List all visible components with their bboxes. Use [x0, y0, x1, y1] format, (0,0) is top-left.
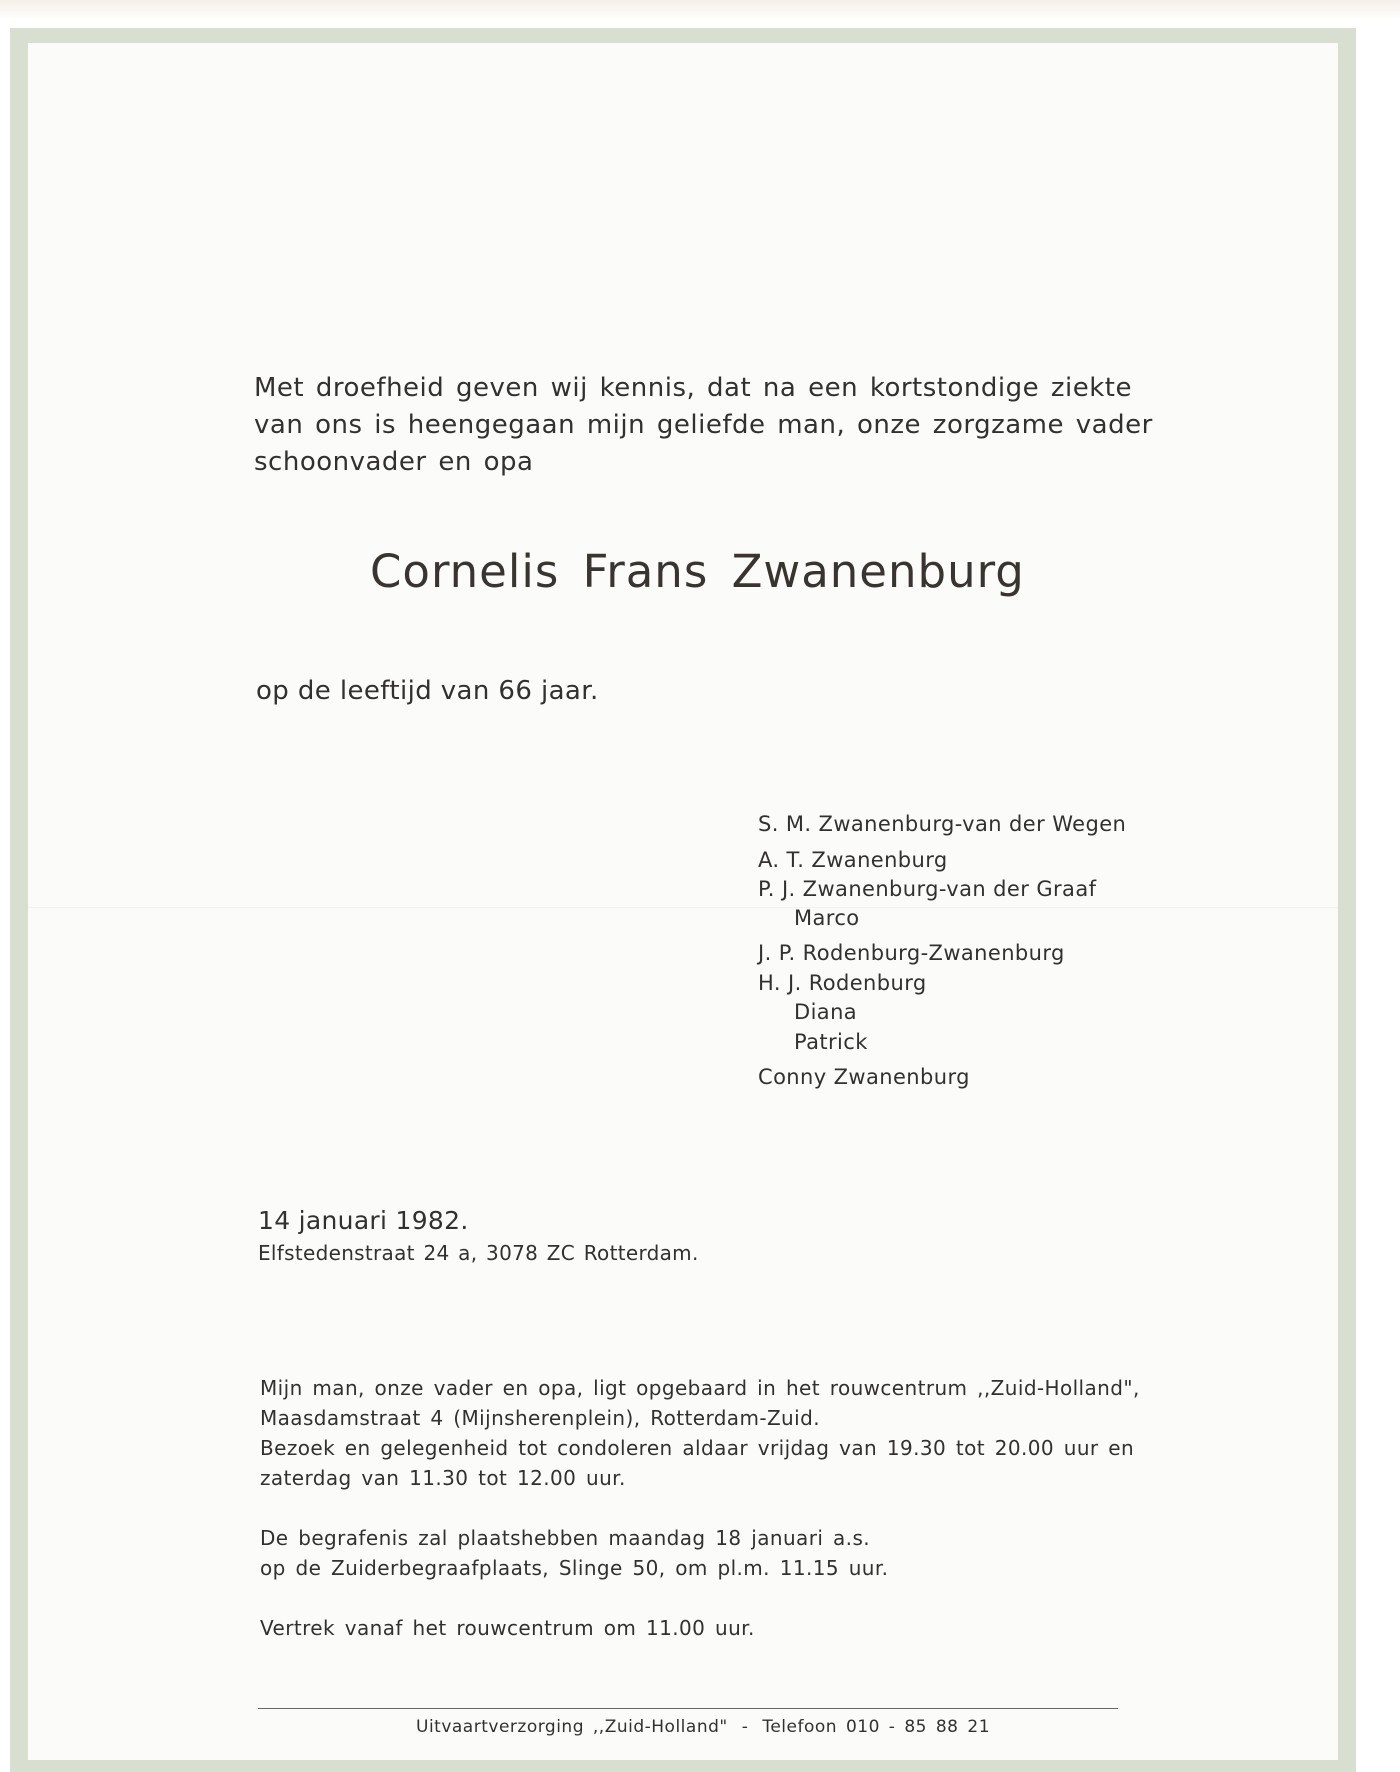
funeral-paragraph: [260, 1523, 1140, 1583]
family-member: S. M. Zwanenburg-van der Wegen: [758, 812, 1127, 836]
family-member: Diana: [794, 1000, 858, 1024]
intro-line: van ons is heengegaan mijn geliefde man, onze zorgzame vader: [254, 410, 1153, 440]
viewing-line: Mijn man, onze vader en opa, ligt opgebaard in het rouwcentrum ,,Zuid-Holland",: [260, 1376, 1140, 1400]
footer-separator: -: [741, 1717, 749, 1737]
family-member: Marco: [794, 906, 860, 930]
funeral-line: op de Zuiderbegraafplaats, Slinge 50, om pl.m. 11.15 uur.: [260, 1556, 889, 1580]
date: 14 januari 1982.: [258, 1206, 469, 1235]
fold-line: [28, 907, 1338, 909]
details-section: [260, 1373, 1140, 1643]
intro-paragraph: [254, 370, 1153, 481]
family-member: Conny Zwanenburg: [758, 1065, 970, 1089]
viewing-line: Maasdamstraat 4 (Mijnsherenplein), Rotterdam-Zuid.: [260, 1406, 820, 1430]
age-text: op de leeftijd van 66 jaar.: [256, 676, 599, 706]
departure-paragraph: [260, 1613, 1140, 1643]
footer: [416, 1717, 990, 1737]
scan-edge: [0, 0, 1400, 20]
funeral-line: De begrafenis zal plaatshebben maandag 18 januari a.s.: [260, 1526, 871, 1550]
intro-line: Met droefheid geven wij kennis, dat na een kortstondige ziekte: [254, 373, 1132, 403]
intro-line: schoonvader en opa: [254, 447, 534, 477]
viewing-line: Bezoek en gelegenheid tot condoleren aldaar vrijdag van 19.30 tot 20.00 uur en: [260, 1436, 1135, 1460]
footer-rule: [258, 1708, 1118, 1709]
viewing-paragraph: [260, 1373, 1140, 1493]
funeral-company: Uitvaartverzorging ,,Zuid-Holland": [416, 1717, 728, 1737]
family-member: J. P. Rodenburg-Zwanenburg: [758, 941, 1065, 965]
family-member: Patrick: [794, 1030, 868, 1054]
deceased-name: Cornelis Frans Zwanenburg: [370, 545, 1025, 598]
family-member: A. T. Zwanenburg: [758, 848, 948, 872]
phone-number: Telefoon 010 - 85 88 21: [762, 1717, 991, 1737]
viewing-line: zaterdag van 11.30 tot 12.00 uur.: [260, 1466, 626, 1490]
family-member: H. J. Rodenburg: [758, 971, 927, 995]
family-member: P. J. Zwanenburg-van der Graaf: [758, 877, 1097, 901]
address: Elfstedenstraat 24 a, 3078 ZC Rotterdam.: [258, 1241, 699, 1265]
departure-line: Vertrek vanaf het rouwcentrum om 11.00 uur.: [260, 1616, 755, 1640]
